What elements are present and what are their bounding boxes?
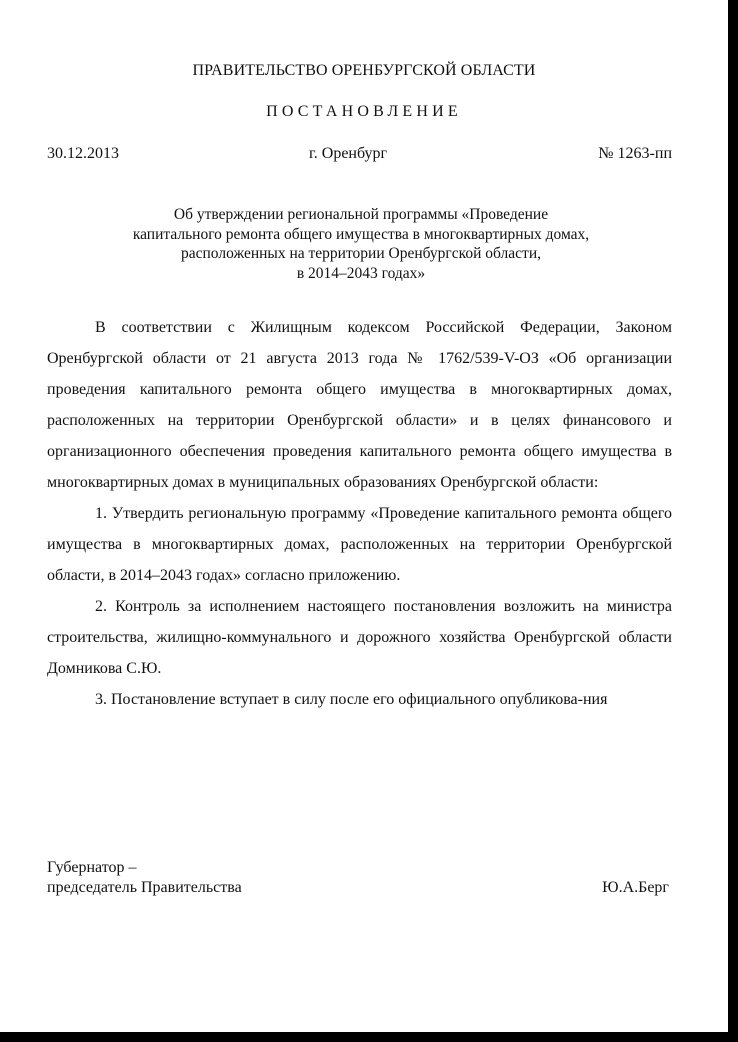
signatory-name: Ю.А.Берг <box>602 879 669 896</box>
signatory-position-line1: Губернатор – <box>47 859 137 876</box>
subject-line: Об утверждении региональной программы «Проведение <box>173 206 549 223</box>
document-meta-row <box>47 145 672 167</box>
signature-block <box>47 858 672 898</box>
document-date: 30.12.2013 <box>47 145 119 162</box>
item-paragraph-3: 3. Постановление вступает в силу после его официального опубликова-ния <box>95 691 608 708</box>
document-subject <box>0 205 722 283</box>
signature-row <box>47 878 672 898</box>
document-city: г. Оренбург <box>309 145 388 162</box>
preamble-paragraph: В соответствии с Жилищным кодексом Российской Федерации, Законом Оренбургской области от 21 августа 2013 года № 1762/539-V-ОЗ «Об организации проведения капитального ремонта общего имущества в многоквартирных домах, расположенных на территории Оренбургской области» и в целях финансового и организационного обеспечения проведения капитального ремонта общего имущества в многоквартирных домах в муниципальных образованиях Оренбургской области: <box>47 319 672 491</box>
subject-line: расположенных на территории Оренбургской области, <box>181 245 541 262</box>
document-body <box>47 312 672 715</box>
subject-line: в 2014–2043 годах» <box>296 264 426 282</box>
signatory-position-line2: председатель Правительства <box>47 879 242 896</box>
item-paragraph-2: 2. Контроль за исполнением настоящего постановления возложить на министра строительства, жилищно-коммунального и дорожного хозяйства Оренбургской области Домникова С.Ю. <box>47 598 672 677</box>
document-type-heading: ПОСТАНОВЛЕНИЕ <box>266 103 462 120</box>
item-paragraph-1: 1. Утвердить региональную программу «Проведение капитального ремонта общего имущества в многоквартирных домах, расположенных на территории Оренбургской области, в 2014–2043 годах» согласно приложению. <box>47 505 672 584</box>
subject-line: капитального ремонта общего имущества в многоквартирных домах, <box>132 225 590 243</box>
government-title: ПРАВИТЕЛЬСТВО ОРЕНБУРГСКОЙ ОБЛАСТИ <box>192 62 536 79</box>
document-number: № 1263-пп <box>598 145 672 162</box>
